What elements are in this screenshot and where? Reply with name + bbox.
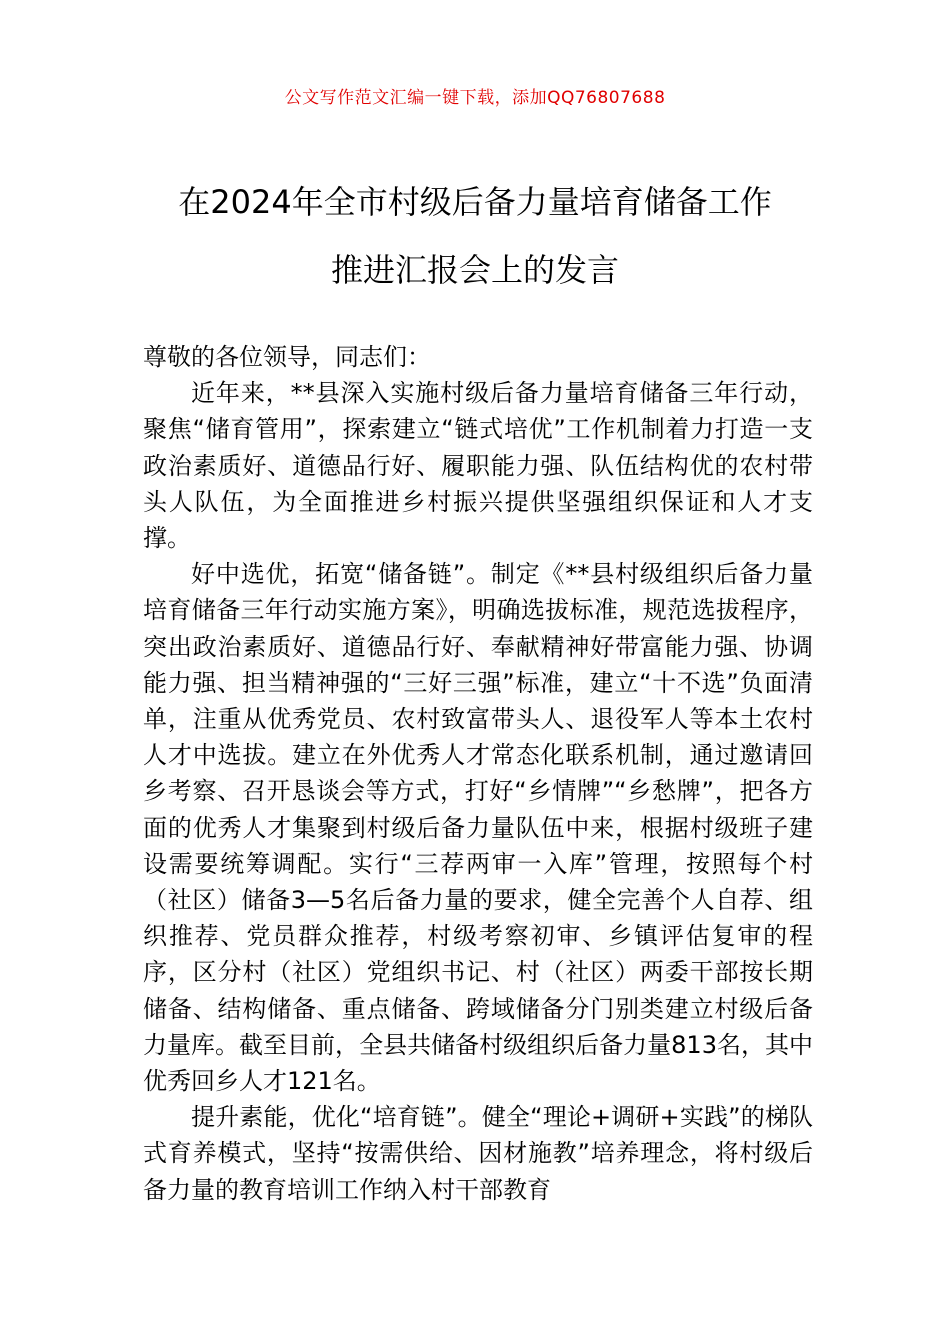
document-title-line-2: 推进汇报会上的发言	[330, 251, 619, 289]
body-paragraph-intro: 近年来，**县深入实施村级后备力量培育储备三年行动，聚焦“储育管用”，探索建立“链式培优”工作机制着力打造一支政治素质好、道德品行好、履职能力强、队伍结构优的农村带头人队伍，为全面推进乡村振兴提供坚强组织保证和人才支撑。	[143, 379, 813, 553]
body-paragraph-training-chain: 提升素能，优化“培育链”。健全“理论+调研+实践”的梯队式育养模式，坚持“按需供给、因材施教”培养理念，将村级后备力量的教育培训工作纳入村干部教育	[143, 1103, 813, 1204]
download-promo-note: 公文写作范文汇编一键下载，添加QQ76807688	[284, 88, 666, 108]
document-title-line-1: 在2024年全市村级后备力量培育储备工作	[178, 183, 772, 221]
body-paragraph-reserve-chain: 好中选优，拓宽“储备链”。制定《**县村级组织后备力量培育储备三年行动实施方案》，明确选拔标准，规范选拔程序，突出政治素质好、道德品行好、奉献精神好带富能力强、协调能力强、担当精神强的“三好三强”标准，建立“十不选”负面清单，注重从优秀党员、农村致富带头人、退役军人等本土农村人才中选拔。建立在外优秀人才常态化联系机制，通过邀请回乡考察、召开恳谈会等方式，打好“乡情牌”“乡愁牌”，把各方面的优秀人才集聚到村级后备力量队伍中来，根据村级班子建设需要统筹调配。实行“三荐两审一入库”管理，按照每个村（社区）储备3—5名后备力量的要求，健全完善个人自荐、组织推荐、党员群众推荐，村级考察初审、乡镇评估复审的程序，区分村（社区）党组织书记、村（社区）两委干部按长期储备、结构储备、重点储备、跨域储备分门别类建立村级后备力量库。截至目前，全县共储备村级组织后备力量813名，其中优秀回乡人才121名。	[143, 560, 813, 1096]
salutation: 尊敬的各位领导，同志们：	[143, 343, 431, 371]
speech-body	[143, 339, 813, 1208]
